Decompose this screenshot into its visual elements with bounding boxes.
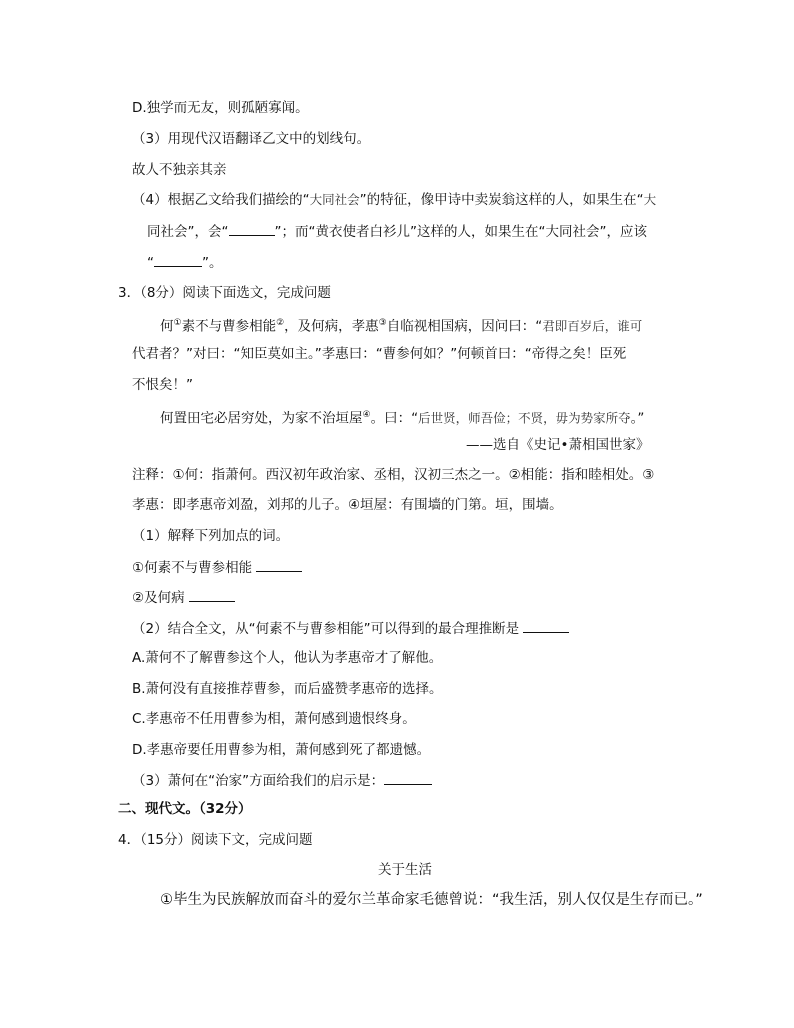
q4-quote: 大同社会 [309, 192, 360, 207]
p1-a: 素不与曹参相能 [181, 318, 277, 335]
subq1-item2 [132, 587, 235, 608]
p1-start: 何 [160, 318, 174, 335]
p2-a: 何置田宅必居穷处，为家不治垣屋 [160, 410, 363, 427]
question-3-heading: 3．（8分）阅读下面选文，完成问题 [118, 285, 331, 301]
q4-line2-start: 同社会”，会“ [147, 224, 229, 240]
passage-p1-line1 [160, 313, 642, 337]
p2-quote: 后世贤，师吾俭；不贤，毋为势家所夺 [418, 410, 631, 426]
q4-line3-end: ”。 [202, 255, 223, 271]
question-3-sentence: 故人不独亲其亲 [132, 162, 227, 178]
note-marker-3: ③ [378, 318, 387, 328]
q4-line3-start: “ [147, 255, 154, 271]
subq1-prompt: （1）解释下列加点的词。 [132, 528, 290, 544]
article-title: 关于生活 [378, 862, 432, 878]
question-4-line2 [147, 221, 647, 242]
p2-b: 。曰：“ [370, 410, 419, 427]
subq3-text: （3）萧何在“治家”方面给我们的启示是： [132, 773, 385, 789]
question-3-prompt: （3）用现代汉语翻译乙文中的划线句。 [132, 131, 371, 147]
answer-blank[interactable] [189, 587, 235, 602]
answer-blank[interactable] [256, 557, 302, 572]
section-2-heading: 二、现代文。（32分） [118, 801, 252, 817]
note-line2: 孝惠：即孝惠帝刘盈，刘邦的儿子。④垣屋：有围墙的门第。垣，围墙。 [132, 497, 563, 513]
answer-blank[interactable] [523, 618, 569, 633]
answer-blank[interactable] [154, 252, 202, 267]
passage-p1-line2: 代君者？”对曰：“知臣莫如主。”孝惠曰：“曹参何如？”何顿首曰：“帝得之矣！臣死 [132, 346, 627, 362]
subq2-prompt [132, 618, 569, 639]
q4-text-a: （4）根据乙文给我们描绘的“ [132, 192, 310, 208]
p1-b: ，及何病，孝惠 [284, 318, 379, 335]
q4-line2-mid: ”；而“黄衣使者白衫儿”这样的人，如果生在“大同社会”，应该 [274, 224, 647, 240]
note-marker-2: ② [276, 318, 285, 328]
q4-quote2: 大 [643, 192, 657, 207]
subq3-prompt [132, 770, 432, 791]
option-d: D.孝惠帝要任用曹参为相，萧何感到死了都遗憾。 [132, 742, 431, 758]
note-line1: 注释：①何：指萧何。西汉初年政治家、丞相，汉初三杰之一。②相能：指和睦相处。③ [132, 467, 655, 483]
option-d-line: D.独学而无友，则孤陋寡闻。 [132, 100, 309, 116]
answer-blank[interactable] [384, 770, 432, 785]
question-4-heading: 4．（15分）阅读下文，完成问题 [118, 832, 313, 848]
passage-p1-line3: 不恨矣！” [132, 377, 193, 393]
subq1-item1 [132, 557, 302, 578]
article-p1 [160, 890, 703, 910]
note-marker-4: ④ [362, 410, 371, 420]
question-4-line1 [132, 190, 656, 210]
answer-blank[interactable] [229, 221, 275, 236]
article-p1-text: 毕生为民族解放而奋斗的爱尔兰革命家毛德曾说：“我生活，别人仅仅是生存而已。” [173, 892, 703, 908]
article-p1-num: ① [160, 892, 173, 908]
option-b: B.萧何没有直接推荐曹参，而后盛赞孝惠帝的选择。 [132, 681, 443, 697]
subq1-item2-text: ②及何病 [132, 590, 185, 606]
question-4-line3 [147, 252, 223, 273]
option-c: C.孝惠帝不任用曹参为相，萧何感到遗恨终身。 [132, 711, 416, 727]
subq2-text: （2）结合全文，从“何素不与曹参相能”可以得到的最合理推断是 [132, 621, 520, 637]
p1-c: 自临视相国病，因问曰：“ [386, 318, 543, 335]
note-marker-1: ① [173, 318, 182, 328]
option-a: A.萧何不了解曹参这个人，他认为孝惠帝才了解他。 [132, 650, 443, 666]
passage-p2 [160, 405, 644, 429]
p2-end: 。” [630, 410, 645, 427]
p1-quote: 君即百岁后，谁可 [542, 318, 643, 334]
subq1-item1-text: ①何素不与曹参相能 [132, 560, 253, 576]
passage-source: ——选自《史记•萧相国世家》 [466, 437, 650, 453]
q4-text-mid: ”的特征，像甲诗中卖炭翁这样的人，如果生在“ [359, 192, 644, 208]
